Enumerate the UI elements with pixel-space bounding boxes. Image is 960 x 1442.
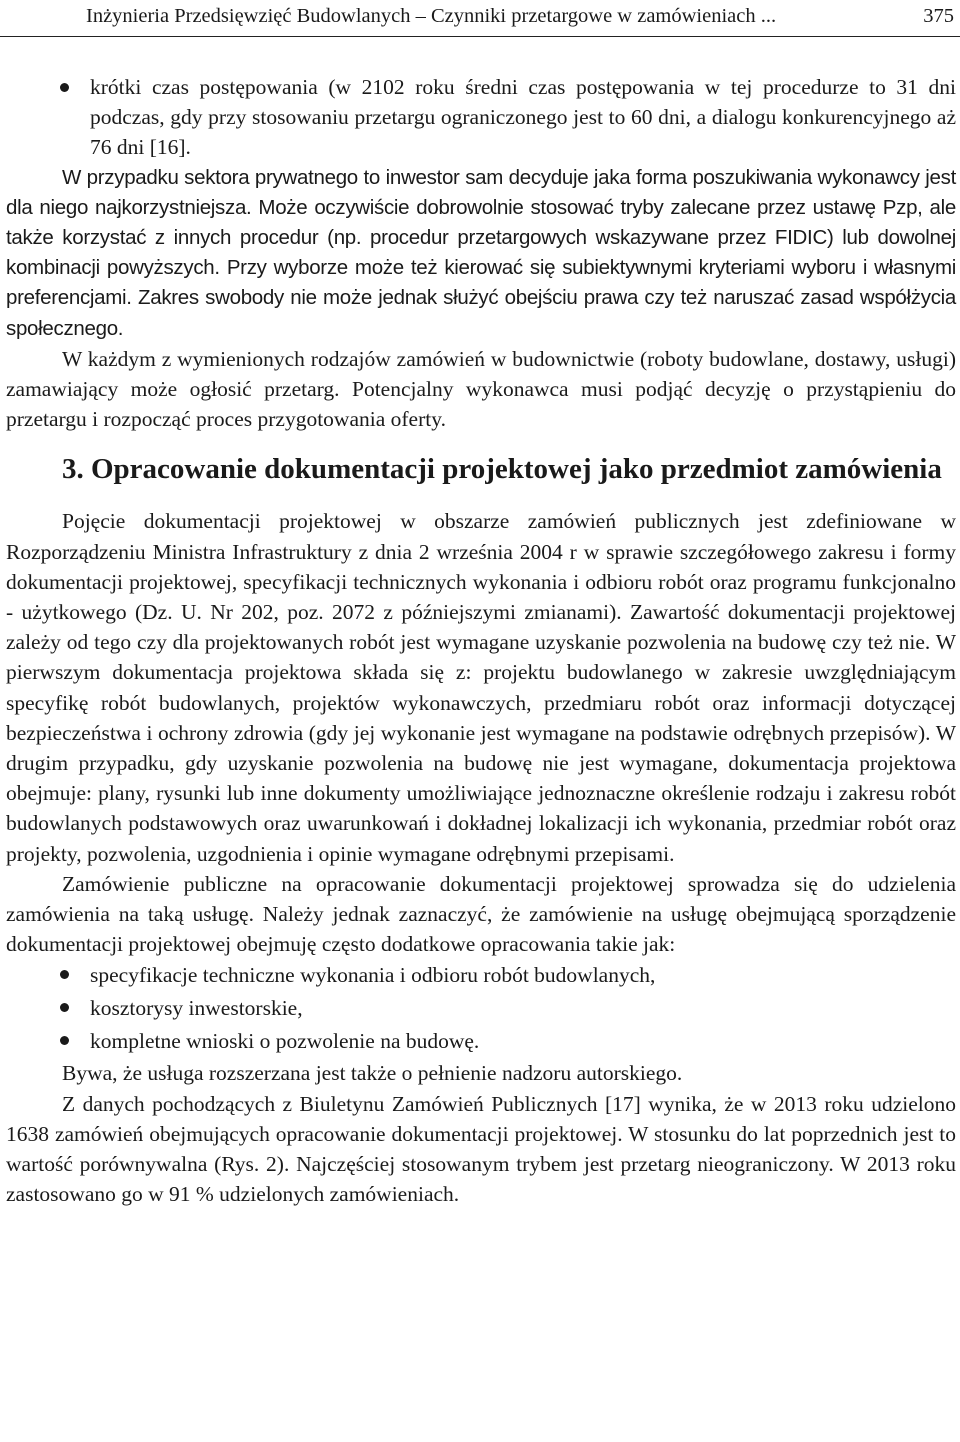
running-header-title: Inżynieria Przedsięwzięć Budowlanych – Czynniki przetargowe w zamówieniach ... — [86, 5, 777, 27]
running-header — [86, 2, 956, 32]
bullet-icon — [60, 970, 69, 979]
bullet-icon — [60, 83, 69, 92]
bullet-icon — [60, 1036, 69, 1045]
list-item — [6, 1025, 956, 1058]
bullet-text: kosztorysy inwestorskie, — [90, 996, 303, 1021]
section-heading: 3. Opracowanie dokumentacji projektowej jako przedmiot zamówienia — [62, 453, 942, 486]
bullet-text: kompletne wnioski o pozwolenie na budowę. — [90, 1029, 480, 1054]
top-bullet-list — [6, 72, 956, 163]
bullet-text: specyfikacje techniczne wykonania i odbioru robót budowlanych, — [90, 963, 656, 988]
additional-works-list — [6, 959, 956, 1058]
list-item — [6, 72, 956, 163]
page-body — [6, 72, 956, 1210]
paragraph-each-type: W każdym z wymienionych rodzajów zamówień w budownictwie (roboty budowlane, dostawy, usługi) zamawiający może ogłosić przetarg. Potencjalny wykonawca musi podjąć decyzję o przystąpieniu do przetargu i rozpocząć proces przygotowania oferty. — [6, 346, 956, 432]
list-item — [6, 992, 956, 1025]
paragraph-statistics: Z danych pochodzących z Biuletynu Zamówień Publicznych [17] wynika, że w 2013 roku udzielono 1638 zamówień obejmujących opracowanie dokumentacji projektowej. W stosunku do lat poprzednich jest to wartość porównywalna (Rys. 2). Najczęściej stosowanym trybem jest przetarg nieograniczony. W 2013 roku zastosowano go w 91 % udzielonych zamówieniach. — [6, 1091, 956, 1207]
bullet-text: krótki czas postępowania (w 2102 roku średni czas postępowania w tej procedurze to 31 dni podczas, gdy przy stosowaniu przetargu ograniczonego jest to 60 dni, a dialogu konkurencyjnego aż 76 dni [16]. — [90, 75, 956, 160]
paragraph-concept: Pojęcie dokumentacji projektowej w obszarze zamówień publicznych jest zdefiniowane w Rozporządzeniu Ministra Infrastruktury z dnia 2 września 2004 r w sprawie szczegółowego zakresu i formy dokumentacji projektowej, specyfikacji technicznych wykonania i odbioru robót oraz programu funkcjonalno - użytkowego (Dz. U. Nr 202, poz. 2072 z późniejszymi zmianami). Zawartość dokumentacji projektowej zależy od tego czy dla projektowanych robót jest wymagane uzyskanie pozwolenia na budowę czy też nie. W pierwszym dokumentacja projektowa składa się z: projektu budowlanego w zakresie uwzględniającym specyfikę robót budowlanych, projektów wykonawczych, przedmiaru robót oraz informacji dotyczącej bezpieczeństwa i ochrony zdrowia (gdy jej wykonanie jest wymagane na podstawie odrębnych przepisów). W drugim przypadku, gdy uzyskanie pozwolenia na budowę nie jest wymagane, dokumentacja projektowa obejmuje: plany, rysunki lub inne dokumenty umożliwiające jednoznaczne określenie rodzaju i zakresu robót budowlanych podstawowych oraz uwarunkowań i dokładnej lokalizacji ich wykonania, przedmiar robót oraz projekty, pozwolenia, uzgodnienia i opinie wymagane odrębnymi przepisami. — [6, 509, 956, 866]
paragraph-public-order: Zamówienie publiczne na opracowanie dokumentacji projektowej sprowadza się do udzielenia zamówienia na taką usługę. Należy jednak zaznaczyć, że zamówienie na usługę obejmującą sporządzenie dokumentacji projektowej obejmuję często dodatkowe opracowania takie jak: — [6, 871, 956, 957]
bullet-icon — [60, 1003, 69, 1012]
header-divider — [0, 36, 960, 37]
list-item — [6, 959, 956, 992]
page-number: 375 — [923, 5, 954, 27]
paragraph-author-supervision: Bywa, że usługa rozszerzana jest także o pełnienie nadzoru autorskiego. — [62, 1061, 683, 1086]
paragraph-private-sector: W przypadku sektora prywatnego to inwestor sam decyduje jaka forma poszukiwania wykonawcy jest dla niego najkorzystniejsza. Może oczywiście dobrowolnie stosować tryby zalecane przez ustawę Pzp, ale także korzystać z innych procedur (np. procedur przetargowych wskazywane przez FIDIC) lub dowolnej kombinacji powyższych. Przy wyborze może też kierować się subiektywnymi kryteriami wyboru i własnymi preferencjami. Zakres swobody nie może jednak służyć obejściu prawa czy też naruszać zasad współżycia społecznego. — [6, 165, 956, 340]
